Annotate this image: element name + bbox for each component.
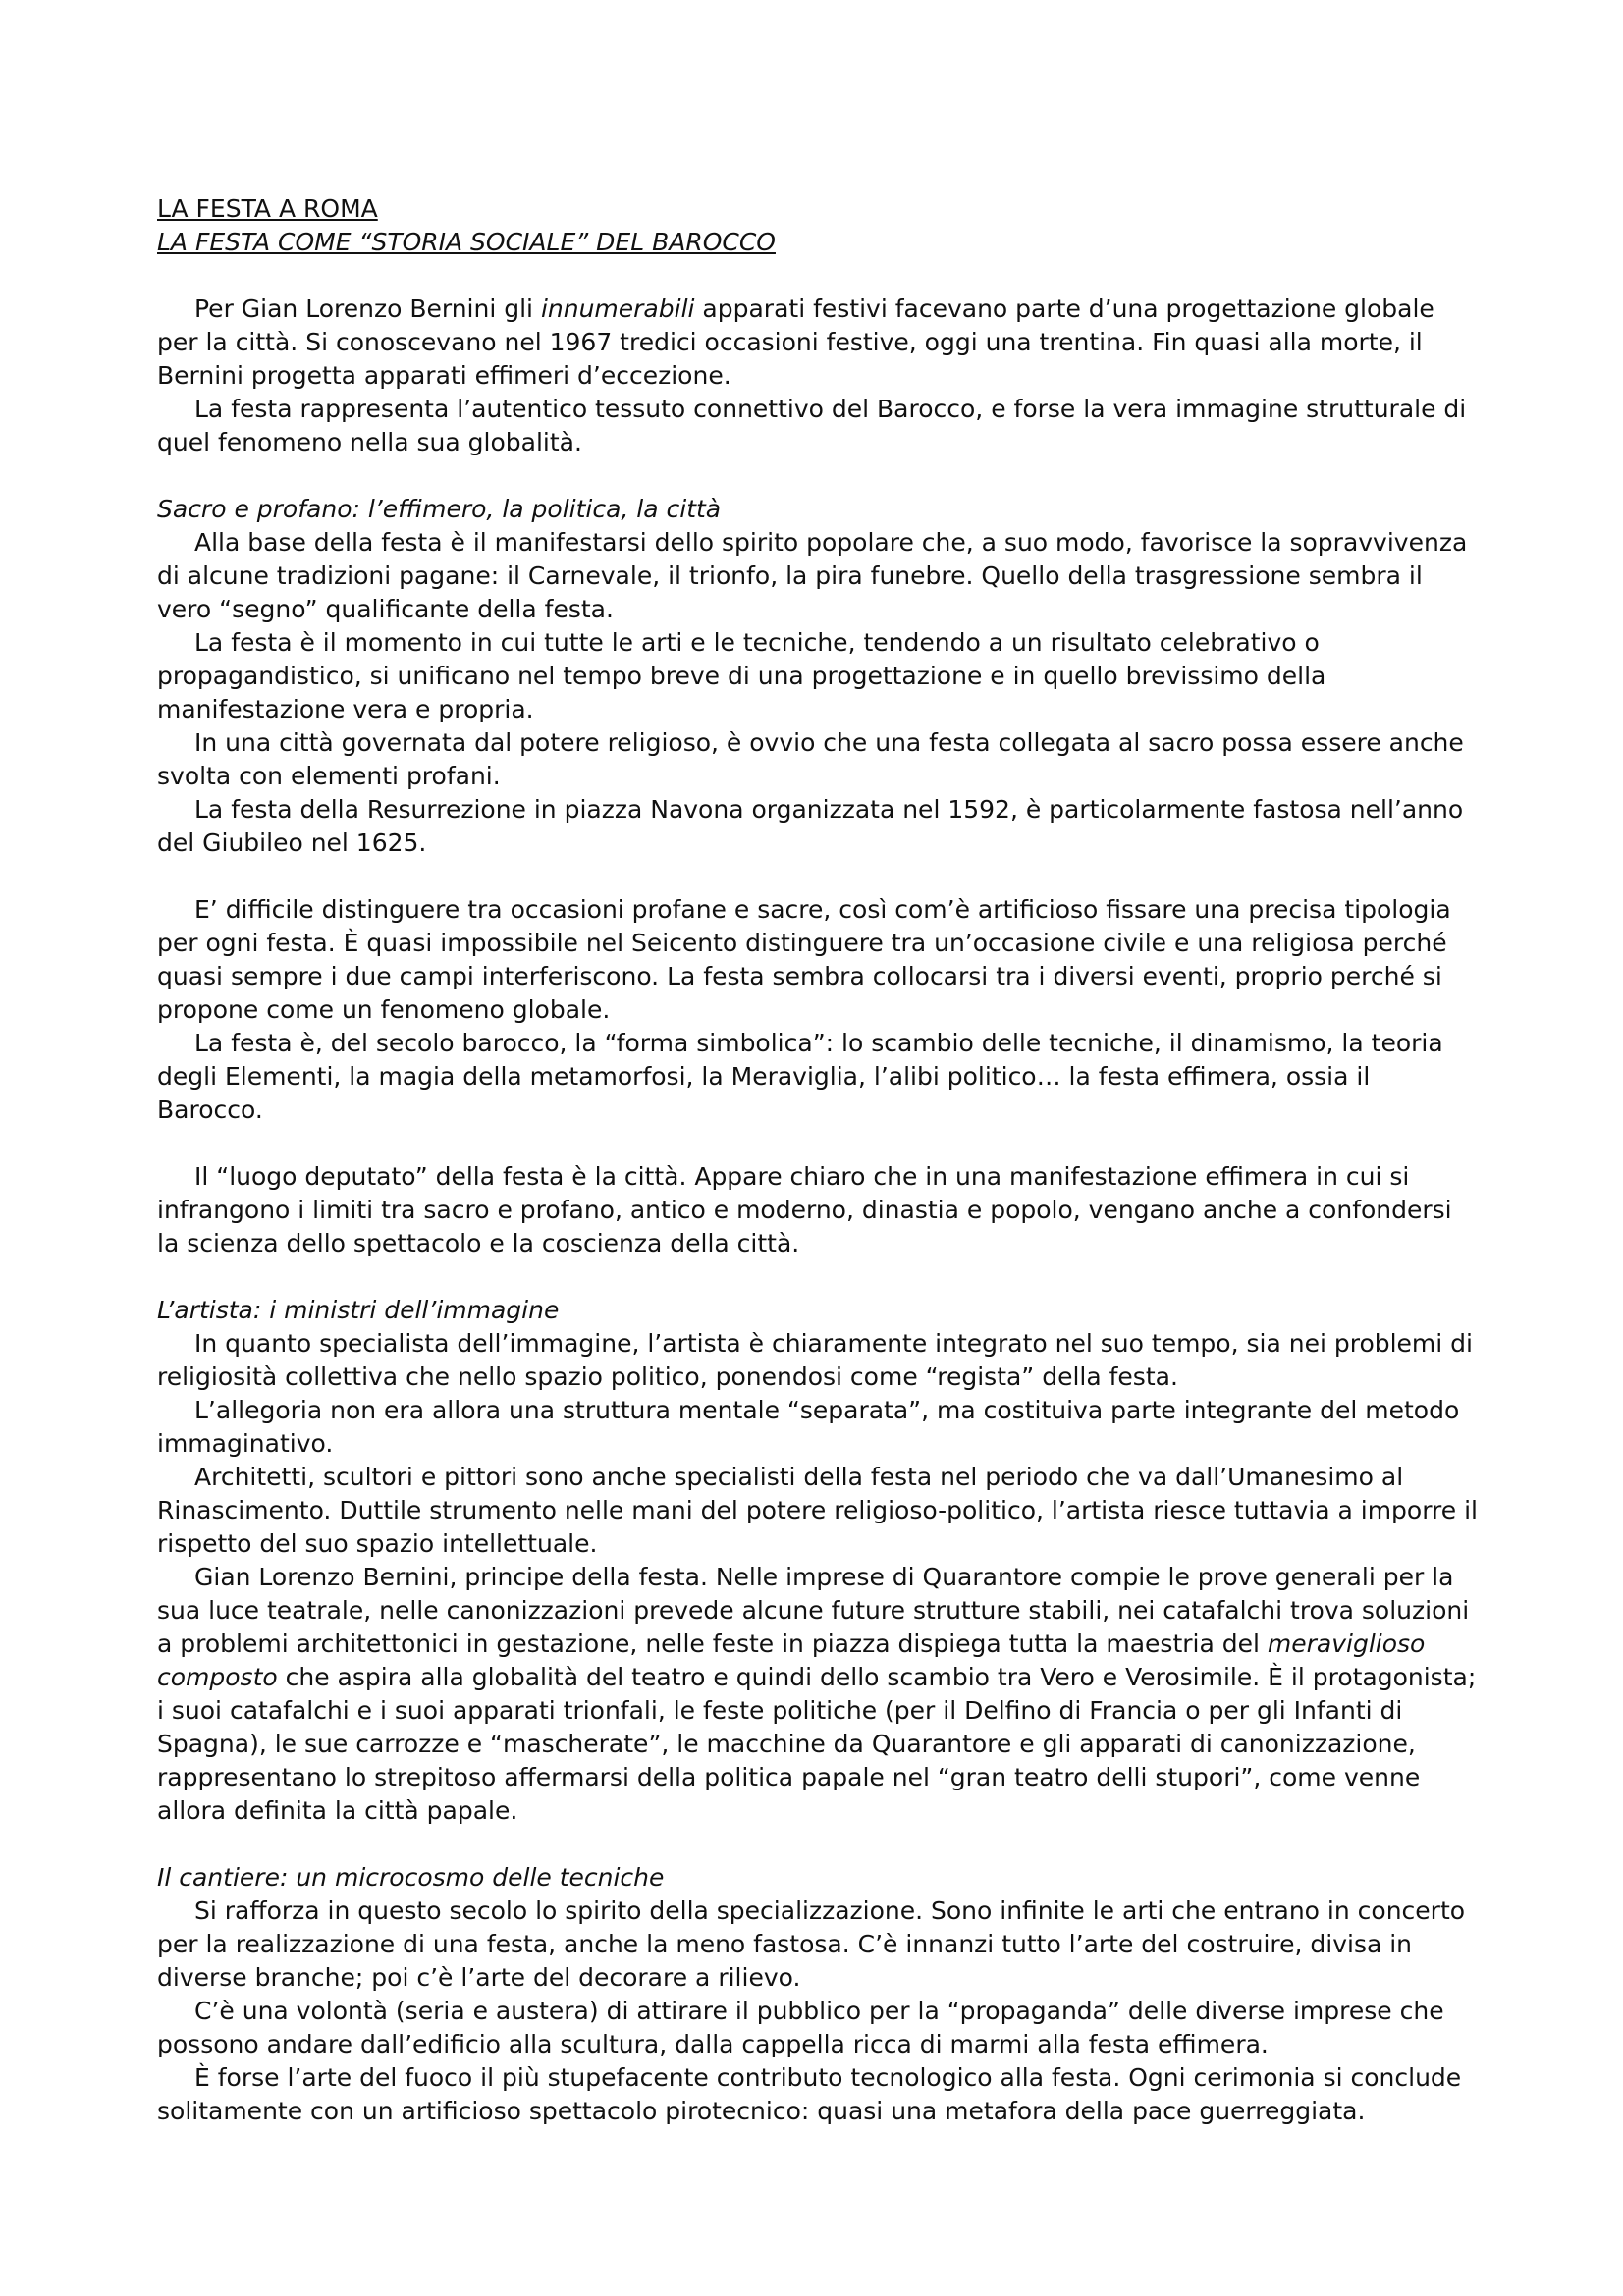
paragraph: Per Gian Lorenzo Bernini gli innumerabili apparati festivi facevano parte d’una progettazione globale per la città. Si conoscevano nel 1967 tredici occasioni festive, oggi una trentina. Fin quasi alla morte, il Bernini progetta apparati effimeri d’eccezione. <box>157 294 1434 390</box>
paragraph: Si rafforza in questo secolo lo spirito della specializzazione. Sono infinite le arti che entrano in concerto per la realizzazione di una festa, anche la meno fastosa. C’è innanzi tutto l’arte del costruire, divisa in diverse branche; poi c’è l’arte del decorare a rilievo. <box>157 1896 1466 1992</box>
paragraph: In una città governata dal potere religioso, è ovvio che una festa collegata al sacro possa essere anche svolta con elementi profani. <box>157 728 1464 790</box>
paragraph: La festa della Resurrezione in piazza Navona organizzata nel 1592, è particolarmente fastosa nell’anno del Giubileo nel 1625. <box>157 795 1464 857</box>
paragraph: La festa è, del secolo barocco, la “forma simbolica”: lo scambio delle tecniche, il dinamismo, la teoria degli Elementi, la magia della metamorfosi, la Meraviglia, l’alibi politico… la festa effimera, ossia il Barocco. <box>157 1029 1443 1124</box>
document-page <box>157 192 1478 2128</box>
paragraph: Alla base della festa è il manifestarsi dello spirito popolare che, a suo modo, favorisce la sopravvivenza di alcune tradizioni pagane: il Carnevale, il trionfo, la pira funebre. Quello della trasgressione sembra il vero “segno” qualificante della festa. <box>157 528 1468 623</box>
document-title: LA FESTA A ROMA <box>157 194 378 223</box>
document-subtitle: LA FESTA COME “STORIA SOCIALE” DEL BAROCCO <box>157 228 776 256</box>
section-heading: Sacro e profano: l’effimero, la politica, la città <box>157 495 722 523</box>
paragraph: Gian Lorenzo Bernini, principe della festa. Nelle imprese di Quarantore compie le prove generali per la sua luce teatrale, nelle canonizzazioni prevede alcune future strutture stabili, nei catafalchi trova soluzioni a problemi architettonici in gestazione, nelle feste in piazza dispiega tutta la maestria del meraviglioso composto che aspira alla globalità del teatro e quindi dello scambio tra Vero e Verosimile. È il protagonista; i suoi catafalchi e i suoi apparati trionfali, le feste politiche (per il Delfino di Francia o per gli Infanti di Spagna), le sue carrozze e “mascherate”, le macchine da Quarantore e gli apparati di canonizzazione, rappresentano lo strepitoso affermarsi della politica papale nel “gran teatro delli stupori”, come venne allora definita la città papale. <box>157 1563 1477 1825</box>
paragraph: C’è una volontà (seria e austera) di attirare il pubblico per la “propaganda” delle diverse imprese che possono andare dall’edificio alla scultura, dalla cappella ricca di marmi alla festa effimera. <box>157 1997 1444 2058</box>
paragraph: Architetti, scultori e pittori sono anche specialisti della festa nel periodo che va dall’Umanesimo al Rinascimento. Duttile strumento nelle mani del potere religioso-politico, l’artista riesce tuttavia a imporre il rispetto del suo spazio intellettuale. <box>157 1463 1479 1558</box>
section-heading: L’artista: i ministri dell’immagine <box>157 1296 560 1324</box>
paragraph: Il “luogo deputato” della festa è la città. Appare chiaro che in una manifestazione effimera in cui si infrangono i limiti tra sacro e profano, antico e moderno, dinastia e popolo, vengano anche a confondersi la scienza dello spettacolo e la coscienza della città. <box>157 1162 1452 1257</box>
paragraph: La festa è il momento in cui tutte le arti e le tecniche, tendendo a un risultato celebrativo o propagandistico, si unificano nel tempo breve di una progettazione e in quello brevissimo della manifestazione vera e propria. <box>157 628 1326 723</box>
paragraph: In quanto specialista dell’immagine, l’artista è chiaramente integrato nel suo tempo, sia nei problemi di religiosità collettiva che nello spazio politico, ponendosi come “regista” della festa. <box>157 1329 1473 1391</box>
paragraph: La festa rappresenta l’autentico tessuto connettivo del Barocco, e forse la vera immagine strutturale di quel fenomeno nella sua globalità. <box>157 395 1467 456</box>
section-heading: Il cantiere: un microcosmo delle tecniche <box>157 1863 665 1892</box>
intro <box>157 293 1478 459</box>
paragraph: È forse l’arte del fuoco il più stupefacente contributo tecnologico alla festa. Ogni cerimonia si conclude solitamente con un artificioso spettacolo pirotecnico: quasi una metafora della pace guerreggiata. <box>157 2063 1462 2125</box>
paragraph: E’ difficile distinguere tra occasioni profane e sacre, così com’è artificioso fissare una precisa tipologia per ogni festa. È quasi impossibile nel Seicento distinguere tra un’occasione civile e una religiosa perché quasi sempre i due campi interferiscono. La festa sembra collocarsi tra i diversi eventi, proprio perché si propone come un fenomeno globale. <box>157 895 1451 1024</box>
paragraph: L’allegoria non era allora una struttura mentale “separata”, ma costituiva parte integrante del metodo immaginativo. <box>157 1396 1460 1458</box>
